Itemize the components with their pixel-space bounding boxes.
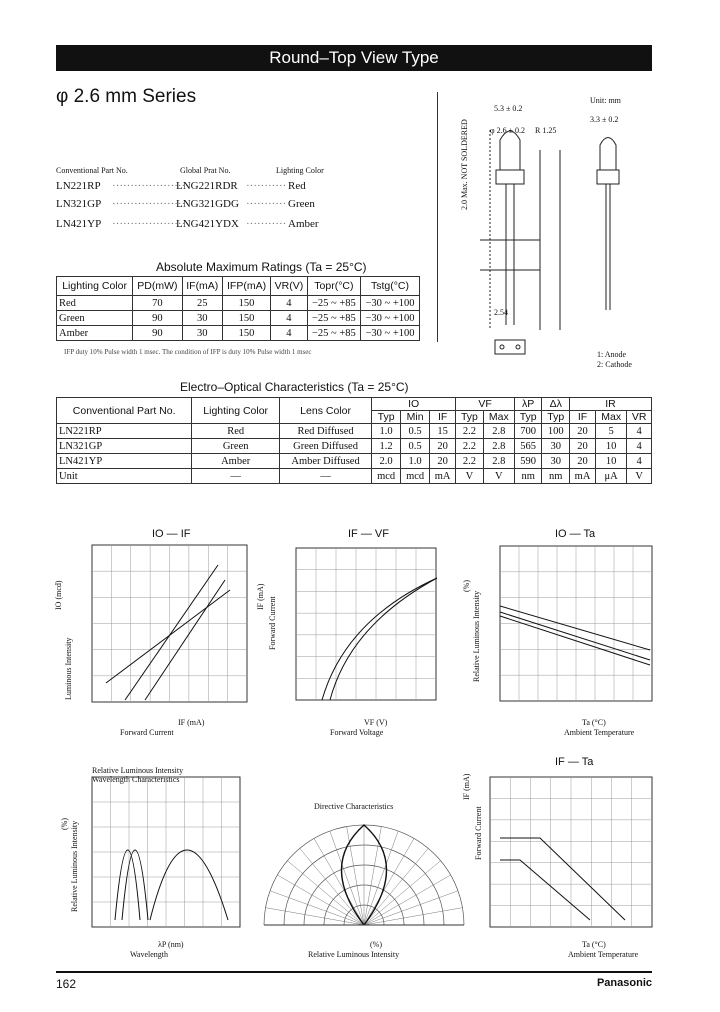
pn-header-global: Global Prat No. (180, 166, 231, 175)
brand-logo: Panasonic (596, 977, 652, 989)
cell: 100 (542, 424, 570, 439)
cell: 4 (271, 311, 308, 326)
chart3-xlabel: Ta (°C) (582, 718, 606, 727)
cell: 2.2 (456, 424, 484, 439)
dim-radius: R 1.25 (535, 126, 557, 135)
col-header: Δλ (542, 398, 570, 411)
chart4-yunit: (%) (60, 818, 69, 830)
cell: 0.5 (401, 424, 430, 439)
cell: 30 (182, 326, 222, 341)
cell: −25 ~ +85 (307, 326, 360, 341)
dim-side-label: 2.0 Max. NOT SOLDERED (460, 119, 469, 210)
cell: V (456, 469, 484, 484)
cell: 4 (627, 439, 652, 454)
chart3-xcap: Ambient Temperature (564, 728, 635, 737)
chart2-xlabel: VF (V) (364, 718, 388, 727)
chart4-ylabel: Relative Luminous Intensity (70, 820, 79, 912)
dim-pitch: 2.54 (494, 308, 508, 317)
cell: 150 (223, 311, 271, 326)
cell: 4 (271, 296, 308, 311)
pn-global: LNG321GDG (176, 198, 239, 210)
chart4-xlabel: λP (nm) (158, 940, 184, 949)
pn-global: LNG421YDX (176, 218, 239, 230)
col-header: Max (596, 411, 627, 424)
col-header: Tstg(°C) (360, 277, 419, 296)
chart1-title: IO — IF (152, 528, 191, 540)
chart5-xunit: (%) (370, 940, 382, 949)
unit-label: Unit: mm (590, 96, 621, 105)
cell: −30 ~ +100 (360, 296, 419, 311)
cell: Amber (192, 454, 280, 469)
col-header: Conventional Part No. (57, 398, 192, 424)
chart4-curve (150, 850, 228, 920)
cell: 2.2 (456, 439, 484, 454)
cell: 2.2 (456, 454, 484, 469)
cell: 700 (514, 424, 542, 439)
col-header: Typ (372, 411, 401, 424)
col-header: Typ (456, 411, 484, 424)
chart1-xcap: Forward Current (120, 728, 174, 737)
chart2-frame (296, 548, 436, 700)
cell: 25 (182, 296, 222, 311)
col-header: λP (514, 398, 542, 411)
eo-title: Electro–Optical Characteristics (Ta = 25°C) (180, 380, 409, 394)
chart1-xlabel: IF (mA) (178, 718, 205, 727)
cell: −30 ~ +100 (360, 326, 419, 341)
pn-color: Red (288, 180, 306, 192)
cell: 20 (570, 454, 596, 469)
col-header: IFP(mA) (223, 277, 271, 296)
chart2-curve (330, 578, 437, 700)
pn-color: Green (288, 198, 315, 210)
series-heading: φ 2.6 mm Series (56, 86, 197, 107)
cell: Amber Diffused (280, 454, 372, 469)
cell: mA (430, 469, 456, 484)
cell: 2.8 (483, 439, 514, 454)
col-header: IF(mA) (182, 277, 222, 296)
chart2-ylabel: Forward Current (268, 596, 277, 650)
cell: mA (570, 469, 596, 484)
abs-max-title: Absolute Maximum Ratings (Ta = 25°C) (156, 260, 367, 274)
chart2-yunit: IF (mA) (256, 583, 265, 610)
chart1-curve (106, 590, 230, 683)
cell: mcd (372, 469, 401, 484)
cell: — (192, 469, 280, 484)
cell: Green (192, 439, 280, 454)
col-header: VR (627, 411, 652, 424)
col-header: VF (456, 398, 515, 411)
col-header: IF (570, 411, 596, 424)
cell: 20 (570, 424, 596, 439)
col-header: Typ (514, 411, 542, 424)
dim-top: 5.3 ± 0.2 (494, 104, 523, 113)
cell: V (483, 469, 514, 484)
cell: mcd (401, 469, 430, 484)
cell: 15 (430, 424, 456, 439)
cell: Green Diffused (280, 439, 372, 454)
cell: Red Diffused (280, 424, 372, 439)
cell: 150 (223, 326, 271, 341)
cell: 1.0 (372, 424, 401, 439)
cell: 2.8 (483, 424, 514, 439)
cell: 30 (542, 439, 570, 454)
chart3-yunit: (%) (462, 580, 471, 592)
chart3-ylabel: Relative Luminous Intensity (472, 590, 481, 682)
cell: 590 (514, 454, 542, 469)
col-header: Topr(°C) (307, 277, 360, 296)
footnote: IFP duty 10% Pulse width 1 msec. The condition of IFP is duty 10% Pulse width 1 msec (64, 348, 312, 356)
cell: 30 (542, 454, 570, 469)
cell: 20 (430, 454, 456, 469)
pn-header-color: Lighting Color (276, 166, 324, 175)
col-header: Lighting Color (57, 277, 133, 296)
cell: 70 (133, 296, 182, 311)
pn-global: LNG221RDR (176, 180, 238, 192)
cell: −25 ~ +85 (307, 296, 360, 311)
page-number: 162 (56, 977, 77, 991)
cell: 150 (223, 296, 271, 311)
pn-color: Amber (288, 218, 319, 230)
cell: −30 ~ +100 (360, 311, 419, 326)
cell: Green (57, 311, 133, 326)
chart3-curve (500, 612, 650, 660)
pn-header-conv: Conventional Part No. (56, 166, 128, 175)
chart5-xcap: Relative Luminous Intensity (308, 950, 400, 959)
col-header: Lighting Color (192, 398, 280, 424)
pn-conv: LN321GP (56, 198, 102, 210)
cathode-label: 2: Cathode (597, 360, 632, 369)
chart1-curve (125, 565, 218, 700)
cell: 90 (133, 326, 182, 341)
chart4-xcap: Wavelength (130, 950, 169, 959)
chart2-xcap: Forward Voltage (330, 728, 384, 737)
cell: Red (192, 424, 280, 439)
cell: 565 (514, 439, 542, 454)
col-header: VR(V) (271, 277, 308, 296)
cell: Red (57, 296, 133, 311)
cell: LN221RP (57, 424, 192, 439)
footer-rule (56, 971, 652, 973)
pn-conv: LN421YP (56, 218, 102, 230)
chart1-curve (145, 580, 225, 700)
chart1-yunit: IO (mcd) (54, 580, 63, 610)
chart3-curve (500, 606, 650, 650)
chart1-ylabel: Luminous Intensity (64, 637, 73, 700)
col-header: IR (570, 398, 652, 411)
col-header: Max (483, 411, 514, 424)
chart2-title: IF — VF (348, 528, 389, 540)
cell: LN421YP (57, 454, 192, 469)
chart2-curve (322, 578, 437, 700)
chart6-xlabel: Ta (°C) (582, 940, 606, 949)
chart4-curve (115, 850, 140, 920)
cell: 20 (430, 439, 456, 454)
col-header: Typ (542, 411, 570, 424)
cell: μA (596, 469, 627, 484)
cell: 4 (627, 424, 652, 439)
cell: 2.8 (483, 454, 514, 469)
page-title-bar: Round–Top View Type (56, 45, 652, 71)
cell: Amber (57, 326, 133, 341)
chart3-title: IO — Ta (555, 528, 596, 540)
cell: nm (514, 469, 542, 484)
chart4-curve (122, 850, 148, 920)
cell: 1.2 (372, 439, 401, 454)
cell: 30 (182, 311, 222, 326)
cell: 20 (570, 439, 596, 454)
chart6-yunit: IF (mA) (462, 773, 471, 800)
col-header: Min (401, 411, 430, 424)
cell: Unit (57, 469, 192, 484)
cell: 0.5 (401, 439, 430, 454)
col-header: IF (430, 411, 456, 424)
dim-d2: 3.3 ± 0.2 (590, 115, 619, 124)
chart5-title: Directive Characteristics (314, 802, 394, 811)
cell: 1.0 (401, 454, 430, 469)
pn-conv: LN221RP (56, 180, 101, 192)
cell: — (280, 469, 372, 484)
cell: 2.0 (372, 454, 401, 469)
cell: 10 (596, 439, 627, 454)
cell: V (627, 469, 652, 484)
anode-label: 1: Anode (597, 350, 627, 359)
cell: 10 (596, 454, 627, 469)
chart6-ylabel: Forward Current (474, 806, 483, 860)
cell: 4 (627, 454, 652, 469)
cell: 90 (133, 311, 182, 326)
col-header: PD(mW) (133, 277, 182, 296)
col-header: IO (372, 398, 456, 411)
cell: 5 (596, 424, 627, 439)
col-header: Lens Color (280, 398, 372, 424)
chart6-curve (500, 860, 590, 920)
cell: −25 ~ +85 (307, 311, 360, 326)
chart4-title: Relative Luminous Intensity Wavelength Characteristics (92, 766, 184, 784)
dim-phi: φ 2.6 ± 0.2 (490, 126, 526, 135)
cell: 4 (271, 326, 308, 341)
chart6-title: IF — Ta (555, 756, 594, 768)
cell: nm (542, 469, 570, 484)
cell: LN321GP (57, 439, 192, 454)
chart6-xcap: Ambient Temperature (568, 950, 639, 959)
chart6-curve (500, 838, 625, 920)
